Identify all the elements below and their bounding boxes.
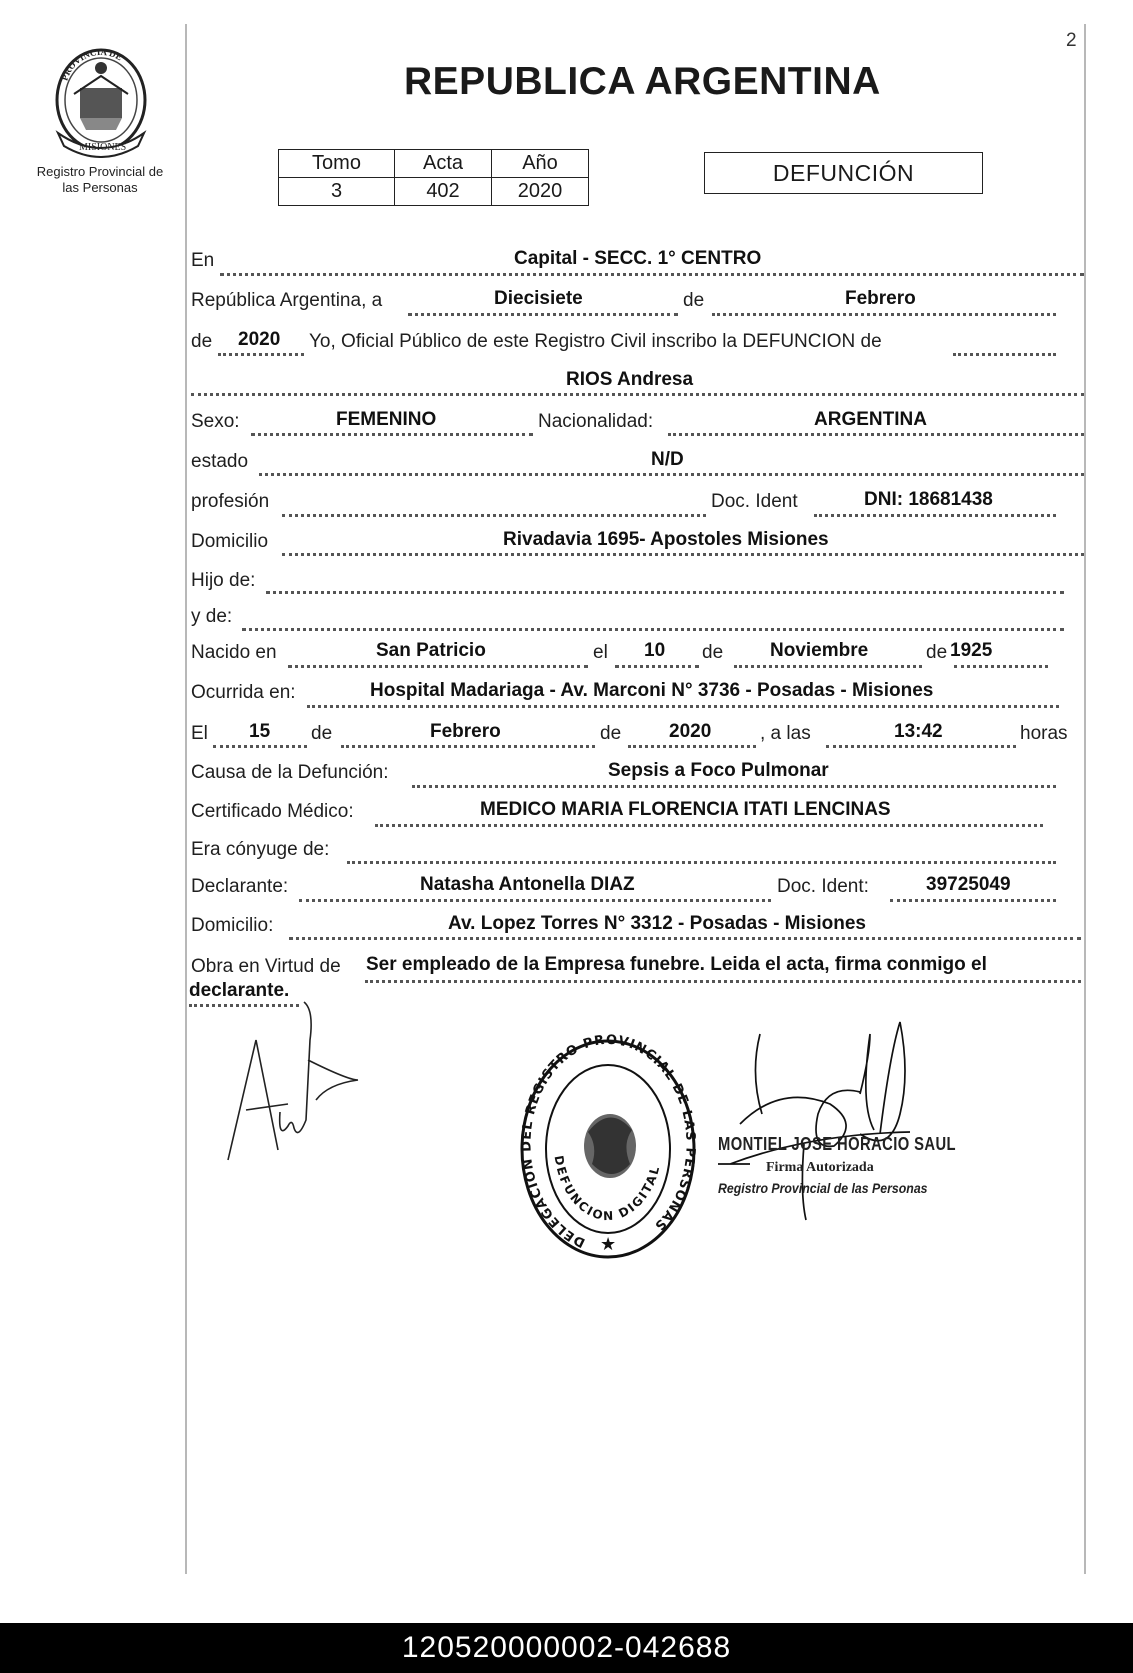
ocurrida-value: Hospital Madariaga - Av. Marconi N° 3736 - Posadas - Misiones [370,680,934,701]
doc-ident-dots [814,514,1056,517]
right-margin-line [1084,24,1086,1574]
profesion-dots [282,514,706,517]
sexo-dots [251,433,533,436]
death-time-dots [826,745,1016,748]
act-value-anio: 2020 [492,178,589,206]
certificado-dots [375,824,1043,827]
causa-value: Sepsis a Foco Pulmonar [608,760,829,781]
domicilio-label: Domicilio [191,531,269,552]
sexo-label: Sexo: [191,411,240,432]
official-signature [710,1014,930,1239]
ocurrida-label: Ocurrida en: [191,682,296,703]
registry-name-line2: las Personas [62,180,138,195]
yde-dots [242,628,1064,631]
nacionalidad-label: Nacionalidad: [538,411,654,432]
death-month-dots [341,745,595,748]
nacionalidad-dots [668,433,1084,436]
inscribo-text: Yo, Oficial Público de este Registro Civil inscribo la DEFUNCION de [309,331,882,352]
death-day-dots [213,745,307,748]
death-day: 15 [249,721,271,742]
birth-day: 10 [644,640,666,661]
left-margin-line [185,24,187,1574]
registry-name-line1: Registro Provincial de [36,164,164,179]
death-year: 2020 [669,721,712,742]
horas-label: horas [1020,723,1068,744]
official-name: MONTIEL JOSE HORACIO SAUL [718,1134,956,1154]
svg-text:PROVINCIA DE: PROVINCIA DE [59,46,124,82]
declarant-signature [218,1000,368,1175]
decl-doc-dots [890,899,1056,902]
de-label-5: de [311,723,333,744]
certificado-value: MEDICO MARIA FLORENCIA ITATI LENCINAS [480,799,891,820]
estado-label: estado [191,451,249,472]
deceased-name: RIOS Andresa [566,369,694,390]
obra-value-line1: Ser empleado de la Empresa funebre. Leida el acta, firma conmigo el [366,954,987,975]
en-value: Capital - SECC. 1° CENTRO [514,248,762,269]
en-label: En [191,250,215,271]
el-label: el [593,642,608,663]
death-year-dots [628,745,756,748]
day-dots [408,313,678,316]
act-table-value-row [279,178,589,206]
stamp-outer-text: DELEGACION DEL REGISTRO PROVINCIAL DE LAS PERSONAS [519,1034,698,1250]
El-label: El [191,723,208,744]
birth-year: 1925 [950,640,993,661]
republica-label: República Argentina, a [191,290,383,311]
document-title: REPUBLICA ARGENTINA [404,60,881,103]
act-header-tomo: Tomo [279,150,395,178]
declarante-value: Natasha Antonella DIAZ [420,874,635,895]
death-month: Febrero [430,721,501,742]
provincial-seal-logo [46,38,156,158]
year-value: 2020 [238,329,281,350]
alas-label: , a las [760,723,811,744]
year-dots [218,353,304,356]
nacido-label: Nacido en [191,642,277,663]
nacionalidad-value: ARGENTINA [814,409,927,430]
de-label-4: de [926,642,948,663]
conyuge-label: Era cónyuge de: [191,839,330,860]
nacido-place-dots [288,665,588,668]
act-table-header-row [279,150,589,178]
act-number-table [278,149,589,206]
day-value: Diecisiete [494,288,583,309]
official-registry: Registro Provincial de las Personas [718,1180,928,1196]
estado-dots [259,473,1084,476]
barcode-number: 120520000002-042688 [401,1631,732,1664]
svg-text:★: ★ [600,1234,617,1254]
de-label-3: de [702,642,724,663]
decl-domicilio-dots [289,937,1081,940]
act-value-tomo: 3 [279,178,395,206]
month-value: Febrero [845,288,916,309]
decl-doc-value: 39725049 [926,874,1011,895]
conyuge-dots [347,861,1056,864]
profesion-label: profesión [191,491,270,512]
sexo-value: FEMENINO [336,409,437,430]
birth-month: Noviembre [770,640,869,661]
decl-domicilio-value: Av. Lopez Torres N° 3312 - Posadas - Misiones [448,913,866,934]
causa-dots [412,785,1056,788]
doc-ident-value: DNI: 18681438 [864,489,993,510]
page-number: 2 [1066,30,1077,51]
obra-label: Obra en Virtud de [191,956,341,977]
obra-value-line2: declarante. [189,980,290,1001]
de-label-6: de [600,723,622,744]
en-dots [220,273,1084,276]
domicilio-dots [282,553,1084,556]
stamp-inner-text: DEFUNCION DIGITAL [551,1154,663,1224]
decl-domicilio-label: Domicilio: [191,915,274,936]
estado-value: N/D [651,449,684,470]
declarante-dots [299,899,771,902]
hijo-dots [266,591,1064,594]
registry-name [10,164,190,196]
act-value-acta: 402 [395,178,492,206]
yde-label: y de: [191,606,233,627]
act-type-box: DEFUNCIÓN [704,152,983,194]
ocurrida-dots [307,705,1059,708]
declarante-label: Declarante: [191,876,289,897]
death-time: 13:42 [894,721,943,742]
certificado-label: Certificado Médico: [191,801,354,822]
de-label-2: de [191,331,213,352]
svg-text:MISIONES: MISIONES [79,142,127,153]
name-dots [191,393,1084,396]
official-role: Firma Autorizada [766,1160,874,1175]
hijo-label: Hijo de: [191,570,256,591]
doc-ident-label: Doc. Ident [711,491,798,512]
domicilio-value: Rivadavia 1695- Apostoles Misiones [503,529,829,550]
inscribo-dots [953,353,1056,356]
causa-label: Causa de la Defunción: [191,762,389,783]
act-header-anio: Año [492,150,589,178]
de-label-1: de [683,290,705,311]
official-stamp [518,1034,698,1269]
birth-day-dots [615,665,699,668]
month-dots [712,313,1056,316]
decl-doc-label: Doc. Ident: [777,876,869,897]
birth-month-dots [734,665,922,668]
birth-year-dots [954,665,1048,668]
nacido-place: San Patricio [376,640,486,661]
obra-dots-1 [365,980,1081,983]
act-header-acta: Acta [395,150,492,178]
